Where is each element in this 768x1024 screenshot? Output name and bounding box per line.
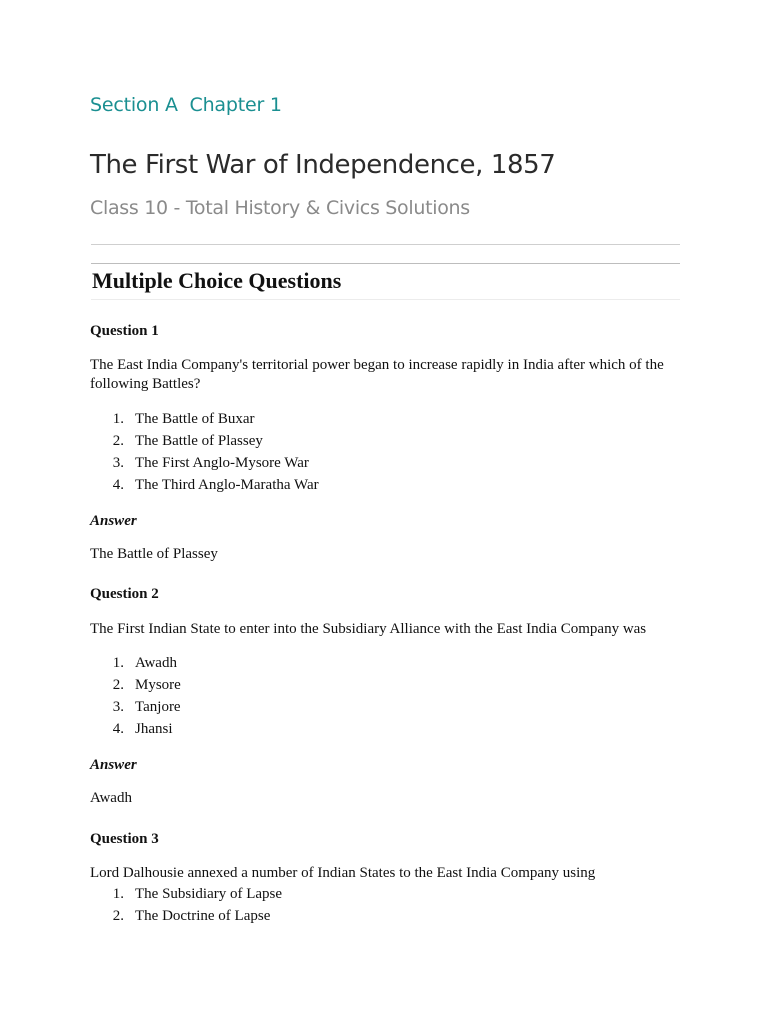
option-item: 3. Tanjore: [112, 699, 181, 715]
option-item: 2. The Battle of Plassey: [112, 433, 263, 449]
answer-label: Answer: [90, 513, 137, 529]
option-item: 1. Awadh: [112, 655, 177, 671]
divider: [91, 244, 680, 245]
page-subtitle: Class 10 - Total History & Civics Solutions: [90, 197, 470, 219]
question-text: The First Indian State to enter into the Subsidiary Alliance with the East India Company was: [90, 621, 647, 637]
answer-text: Awadh: [90, 790, 132, 806]
option-item: 4. The Third Anglo-Maratha War: [112, 477, 319, 493]
answer-text: The Battle of Plassey: [90, 546, 218, 562]
question-title: Question 1: [90, 323, 159, 339]
divider: [91, 299, 680, 300]
option-item: 1. The Subsidiary of Lapse: [112, 886, 283, 902]
option-item: 2. Mysore: [112, 677, 181, 693]
option-item: 1. The Battle of Buxar: [112, 411, 255, 427]
answer-label: Answer: [90, 757, 137, 773]
question-title: Question 2: [90, 586, 159, 602]
mcq-section-heading: Multiple Choice Questions: [92, 268, 342, 293]
question-text: The East India Company's territorial power began to increase rapidly in India after which of the following Battles?: [90, 357, 664, 392]
question-title: Question 3: [90, 831, 159, 847]
question-text: Lord Dalhousie annexed a number of Indian States to the East India Company using: [90, 865, 596, 881]
page-title: The First War of Independence, 1857: [90, 150, 556, 180]
divider: [91, 263, 680, 264]
option-item: 4. Jhansi: [112, 721, 173, 737]
option-item: 2. The Doctrine of Lapse: [112, 908, 271, 924]
section-chapter-label: Section A Chapter 1: [90, 94, 282, 116]
option-item: 3. The First Anglo-Mysore War: [112, 455, 309, 471]
